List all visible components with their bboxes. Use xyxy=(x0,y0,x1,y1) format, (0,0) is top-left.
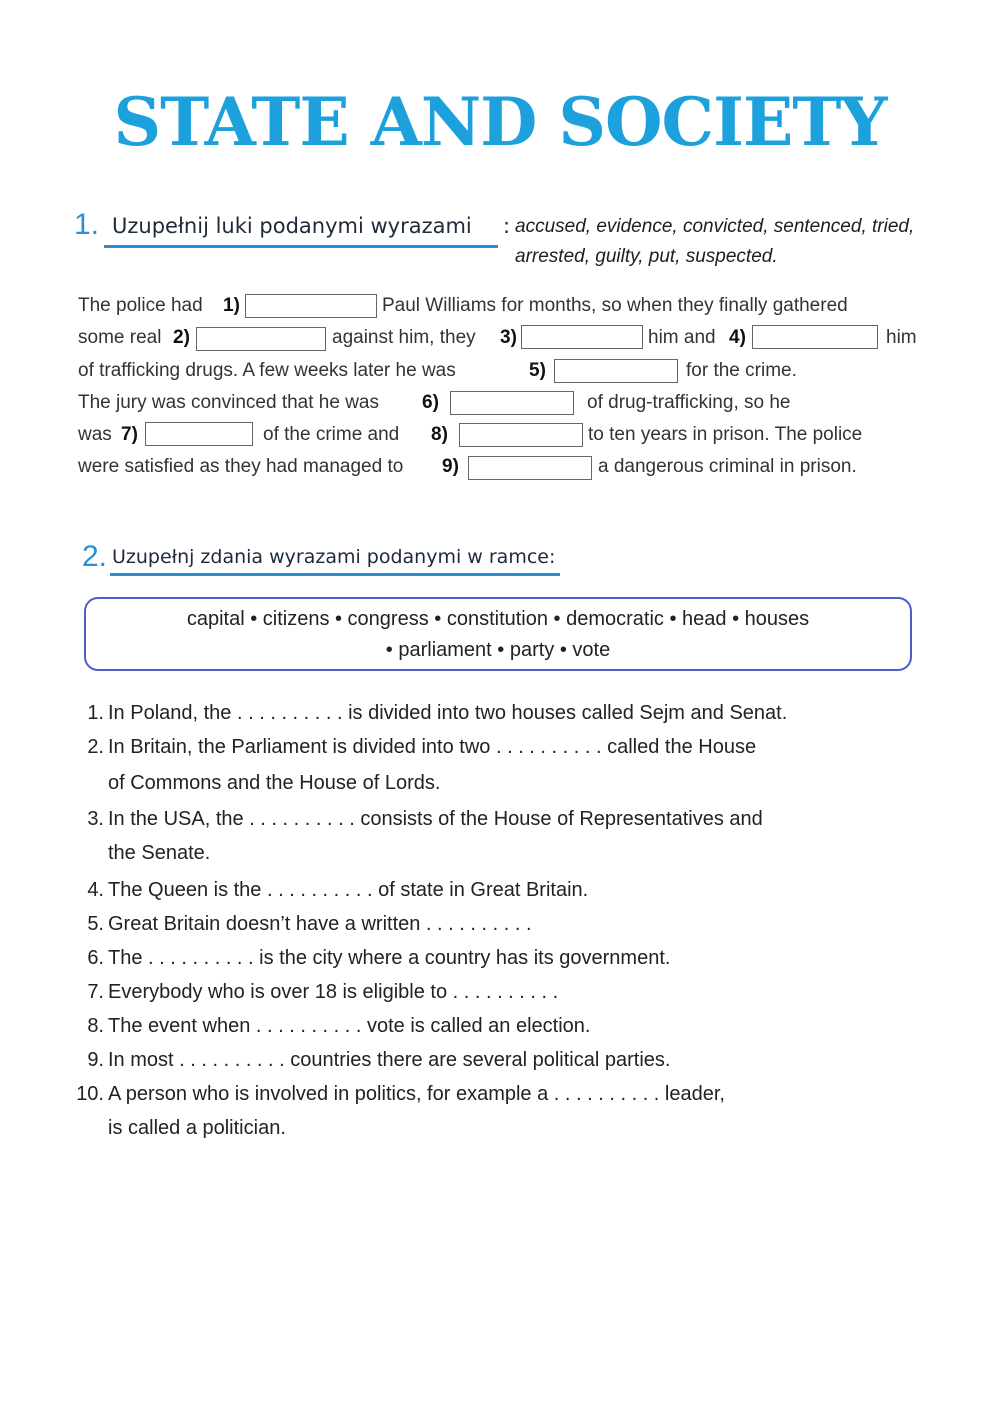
sentence-text: In most . . . . . . . . . . countries there are several political parties. xyxy=(108,1049,671,1071)
sentence-text: In the USA, the . . . . . . . . . . consists of the House of Representatives and xyxy=(108,808,763,830)
word-box-line-1: capital • citizens • congress • constitution • democratic • head • houses xyxy=(186,608,810,630)
sentence-number: 8. xyxy=(87,1015,104,1037)
sentence-number: 5. xyxy=(87,913,104,935)
text-fragment: against him, they xyxy=(332,327,476,348)
gap-number-1: 1) xyxy=(223,295,240,316)
text-fragment: him and xyxy=(648,327,716,348)
sentence-number: 9. xyxy=(87,1049,104,1071)
gap-number-5: 5) xyxy=(529,360,546,381)
sentence-text: of Commons and the House of Lords. xyxy=(108,772,441,794)
exercise-1-underline xyxy=(104,245,498,248)
text-fragment: was xyxy=(78,424,112,445)
text-fragment: of trafficking drugs. A few weeks later he was xyxy=(78,360,456,381)
gap-input-6[interactable] xyxy=(450,391,574,415)
sentence-number: 7. xyxy=(87,981,104,1003)
gap-input-2[interactable] xyxy=(196,327,326,351)
gap-number-4: 4) xyxy=(729,327,746,348)
sentence-number: 10. xyxy=(76,1083,104,1105)
word-box xyxy=(84,597,912,671)
gap-input-1[interactable] xyxy=(245,294,377,318)
sentence-number: 6. xyxy=(87,947,104,969)
gap-input-7[interactable] xyxy=(145,422,253,446)
page-title: STATE AND SOCIETY xyxy=(113,83,887,161)
text-fragment: to ten years in prison. The police xyxy=(588,424,863,445)
text-fragment: The police had xyxy=(78,295,203,316)
gap-number-8: 8) xyxy=(431,424,448,445)
text-fragment: of drug-trafficking, so he xyxy=(587,392,791,413)
sentence-number: 2. xyxy=(87,736,104,758)
gap-number-9: 9) xyxy=(442,456,459,477)
gap-number-6: 6) xyxy=(422,392,439,413)
word-box-line-2: • parliament • party • vote xyxy=(385,639,611,661)
sentence-text: Great Britain doesn’t have a written . . . . . . . . . . xyxy=(108,913,532,935)
gap-input-9[interactable] xyxy=(468,456,592,480)
gap-input-3[interactable] xyxy=(521,325,643,349)
gap-number-2: 2) xyxy=(173,327,190,348)
exercise-2-instruction: Uzupełnj zdania wyrazami podanymi w ramce: xyxy=(112,546,556,568)
gap-input-4[interactable] xyxy=(752,325,878,349)
exercise-2-number: 2. xyxy=(82,540,108,573)
gap-input-5[interactable] xyxy=(554,359,678,383)
gap-input-8[interactable] xyxy=(459,423,583,447)
sentence-text: The Queen is the . . . . . . . . . . of state in Great Britain. xyxy=(108,879,589,901)
exercise-1-number: 1. xyxy=(74,208,100,241)
exercise-1-colon: : xyxy=(503,214,511,238)
exercise-2-underline xyxy=(110,573,560,576)
text-fragment: The jury was convinced that he was xyxy=(78,392,379,413)
exercise-1-word-list xyxy=(515,212,914,272)
sentence-text: is called a politician. xyxy=(108,1117,286,1139)
text-fragment: of the crime and xyxy=(263,424,400,445)
sentence-text: The event when . . . . . . . . . . vote is called an election. xyxy=(108,1015,591,1037)
sentence-text: the Senate. xyxy=(108,842,211,864)
text-fragment: for the crime. xyxy=(686,360,797,381)
word-list-line-1: accused, evidence, convicted, sentenced, tried, xyxy=(515,216,915,237)
text-fragment: a dangerous criminal in prison. xyxy=(598,456,857,477)
gap-number-3: 3) xyxy=(500,327,517,348)
sentence-text: The . . . . . . . . . . is the city where a country has its government. xyxy=(108,947,671,969)
exercise-1-instruction: Uzupełnij luki podanymi wyrazami xyxy=(112,214,472,238)
text-fragment: Paul Williams for months, so when they finally gathered xyxy=(382,295,848,316)
sentence-text: In Britain, the Parliament is divided into two . . . . . . . . . . called the House xyxy=(108,736,757,758)
sentence-text: In Poland, the . . . . . . . . . . is divided into two houses called Sejm and Senat. xyxy=(108,702,788,724)
sentence-text: Everybody who is over 18 is eligible to . . . . . . . . . . xyxy=(108,981,559,1003)
text-fragment: him xyxy=(886,327,917,348)
sentence-text: A person who is involved in politics, for example a . . . . . . . . . . leader, xyxy=(108,1083,725,1105)
sentence-number: 3. xyxy=(87,808,104,830)
text-fragment: some real xyxy=(78,327,162,348)
sentence-number: 4. xyxy=(87,879,104,901)
word-list-line-2: arrested, guilty, put, suspected. xyxy=(515,246,778,267)
sentence-number: 1. xyxy=(87,702,104,724)
text-fragment: were satisfied as they had managed to xyxy=(78,456,404,477)
gap-number-7: 7) xyxy=(121,424,138,445)
